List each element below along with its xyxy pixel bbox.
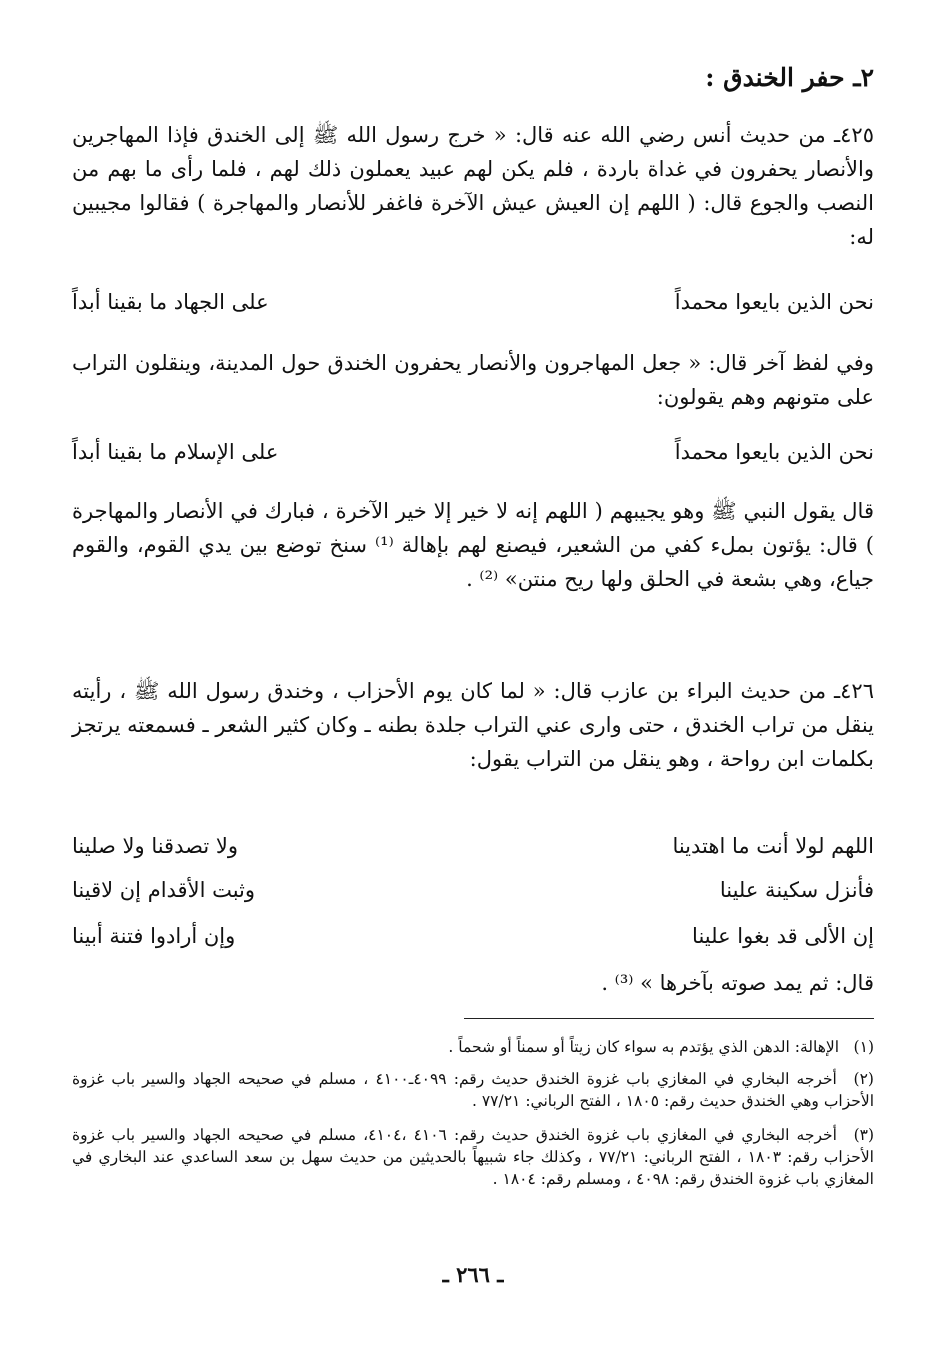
verse-first-hemistich: اللهم لولا أنت ما اهتدينا (672, 834, 874, 858)
verse-second-hemistich: على الجهاد ما بقينا أبداً (72, 290, 269, 314)
verse-first-hemistich: نحن الذين بايعوا محمداً (674, 440, 874, 464)
footnote-separator (464, 1018, 874, 1019)
poem-verse (72, 878, 874, 916)
poem-verse (72, 290, 874, 328)
section-heading: ٢ـ حفر الخندق : (705, 63, 874, 92)
footnote-text: أخرجه البخاري في المغازي باب غزوة الخندق حديث رقم: ٤٠٩٩ـ٤١٠٠ ، مسلم في صحيحه الجهاد والسير باب غزوة الأحزاب وهي الخندق حديث رقم: ١٨٠٥ ، الفتح الرباني: ٧٧/٢١ . (72, 1070, 874, 1110)
poem-verse (72, 924, 874, 962)
verse-first-hemistich: إن الألى قد بغوا علينا (692, 924, 874, 948)
hadith-425-paragraph: ٤٢٥ـ من حديث أنس رضي الله عنه قال: « خرج رسول الله ﷺ إلى الخندق فإذا المهاجرين والأنصار يحفرون في غداة باردة ، فلم يكن لهم عبيد يعملون ذلك لهم ، فلما رأى ما بهم من النصب والجوع قال: ( اللهم إن العيش عيش الآخرة فاغفر للأنصار والمهاجرة ) فقالوا مجيبين له: (72, 123, 874, 249)
poem-verse (72, 834, 874, 872)
hadith-425-variant-paragraph: وفي لفظ آخر قال: « جعل المهاجرون والأنصار يحفرون الخندق حول المدينة، وينقلون التراب على متونهم وهم يقولون: (72, 351, 874, 409)
hadith-426-paragraph: ٤٢٦ـ من حديث البراء بن عازب قال: « لما كان يوم الأحزاب ، وخندق رسول الله ﷺ ، رأيته ينقل من تراب الخندق ، حتى وارى عني التراب جلدة بطنه ـ وكان كثير الشعر ـ فسمعته يرتجز بكلمات ابن رواحة ، وهو ينقل من التراب يقول: (72, 679, 874, 771)
page-number: ـ ٢٦٦ ـ (442, 1262, 504, 1287)
verse-second-hemistich: وإن أرادوا فتنة أبينا (72, 924, 236, 948)
footnote-number: (٣) (853, 1126, 875, 1144)
verse-first-hemistich: فأنزل سكينة علينا (719, 878, 874, 902)
verse-second-hemistich: ولا تصدقنا ولا صلينا (72, 834, 238, 858)
footnote-text: أخرجه البخاري في المغازي باب غزوة الخندق حديث رقم: ٤١٠٦ ،٤١٠٤، مسلم في صحيحه الجهاد والسير باب غزوة الأحزاب رقم: ١٨٠٣ ، الفتح الرباني: ٧٧/٢١ ، وكذلك جاء شبيهاً بالحديثين من حديث سهل بن سعد الساعدي عند البخاري في المغازي باب غزوة الخندق رقم: ٤٠٩٨ ، ومسلم رقم: ١٨٠٤ . (72, 1126, 874, 1188)
footnote (72, 1068, 874, 1112)
verse-second-hemistich: على الإسلام ما بقينا أبداً (72, 440, 279, 464)
footnote-number: (١) (853, 1038, 874, 1056)
hadith-425-reply-paragraph: قال يقول النبي ﷺ وهو يجيبهم ( اللهم إنه لا خير إلا خير الآخرة ، فبارك في الأنصار والمهاجرة ) قال: يؤتون بملء كفي من الشعير، فيصنع لهم بإهالة ⁽¹⁾ سنخ توضع بين يدي القوم، والقوم جياع، وهي بشعة في الحلق ولها ريح منتن» ⁽²⁾ . (72, 499, 874, 591)
verse-first-hemistich: نحن الذين بايعوا محمداً (674, 290, 874, 314)
footnote-text: الإهالة: الدهن الذي يؤتدم به سواء كان زيتاً أو سمناً أو شحماً . (448, 1038, 840, 1056)
footnote (72, 1124, 874, 1190)
footnote (72, 1036, 874, 1058)
poem-verse (72, 440, 874, 478)
footnote-number: (٢) (853, 1070, 874, 1088)
hadith-426-closing: قال: ثم يمد صوته بآخرها » ⁽³⁾ . (601, 971, 874, 995)
book-page (72, 0, 874, 1353)
verse-second-hemistich: وثبت الأقدام إن لاقينا (72, 878, 256, 902)
